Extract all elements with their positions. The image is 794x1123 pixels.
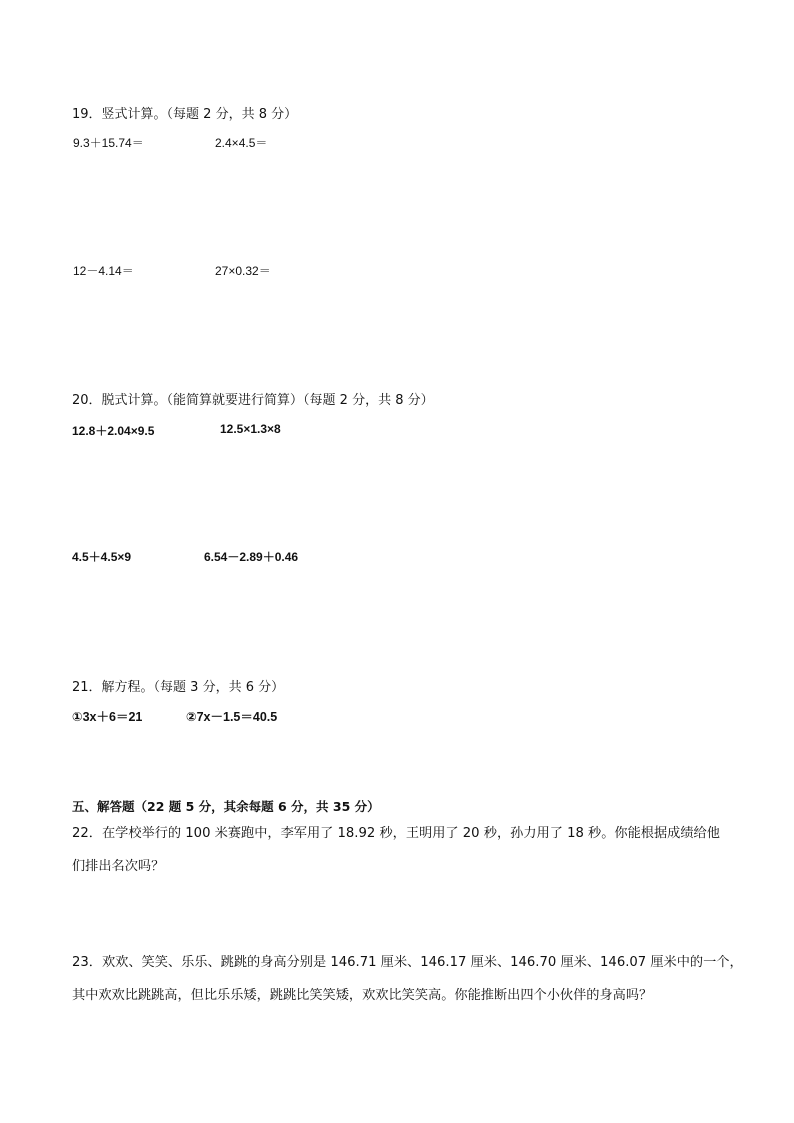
- q20-item-3: 4.5＋4.5×9: [72, 550, 132, 564]
- q20-item-4: 6.54－2.89＋0.46: [204, 550, 299, 564]
- q20-item-2: 12.5×1.3×8: [220, 422, 281, 436]
- q21-item-2: ②7x－1.5＝40.5: [186, 710, 278, 724]
- q19-item-2: 2.4×4.5＝: [215, 136, 268, 150]
- q19-item-3: 12－4.14＝: [73, 264, 134, 278]
- q23-line-1: 23．欢欢、笑笑、乐乐、跳跳的身高分别是 146.71 厘米、146.17 厘米、146.70 厘米、146.07 厘米中的一个，: [72, 955, 743, 970]
- q21-heading: 21．解方程。（每题 3 分，共 6 分）: [72, 680, 285, 695]
- q22-line-1: 22．在学校举行的 100 米赛跑中，李军用了 18.92 秒，王明用了 20 秒，孙力用了 18 秒。你能根据成绩给他: [72, 826, 720, 841]
- q22-line-2: 们排出名次吗？: [72, 859, 165, 874]
- q19-heading: 19．竖式计算。（每题 2 分，共 8 分）: [72, 107, 298, 122]
- q21-item-1: ①3x＋6＝21: [72, 710, 143, 724]
- section-5-heading: 五、解答题（22 题 5 分，其余每题 6 分，共 35 分）: [72, 799, 380, 814]
- q19-item-1: 9.3＋15.74＝: [73, 136, 144, 150]
- q23-line-2: 其中欢欢比跳跳高，但比乐乐矮，跳跳比笑笑矮，欢欢比笑笑高。你能推断出四个小伙伴的身高吗？: [72, 988, 653, 1003]
- q20-heading: 20．脱式计算。（能简算就要进行简算）（每题 2 分，共 8 分）: [72, 393, 434, 408]
- q20-item-1: 12.8＋2.04×9.5: [72, 424, 155, 438]
- q19-item-4: 27×0.32＝: [215, 264, 271, 278]
